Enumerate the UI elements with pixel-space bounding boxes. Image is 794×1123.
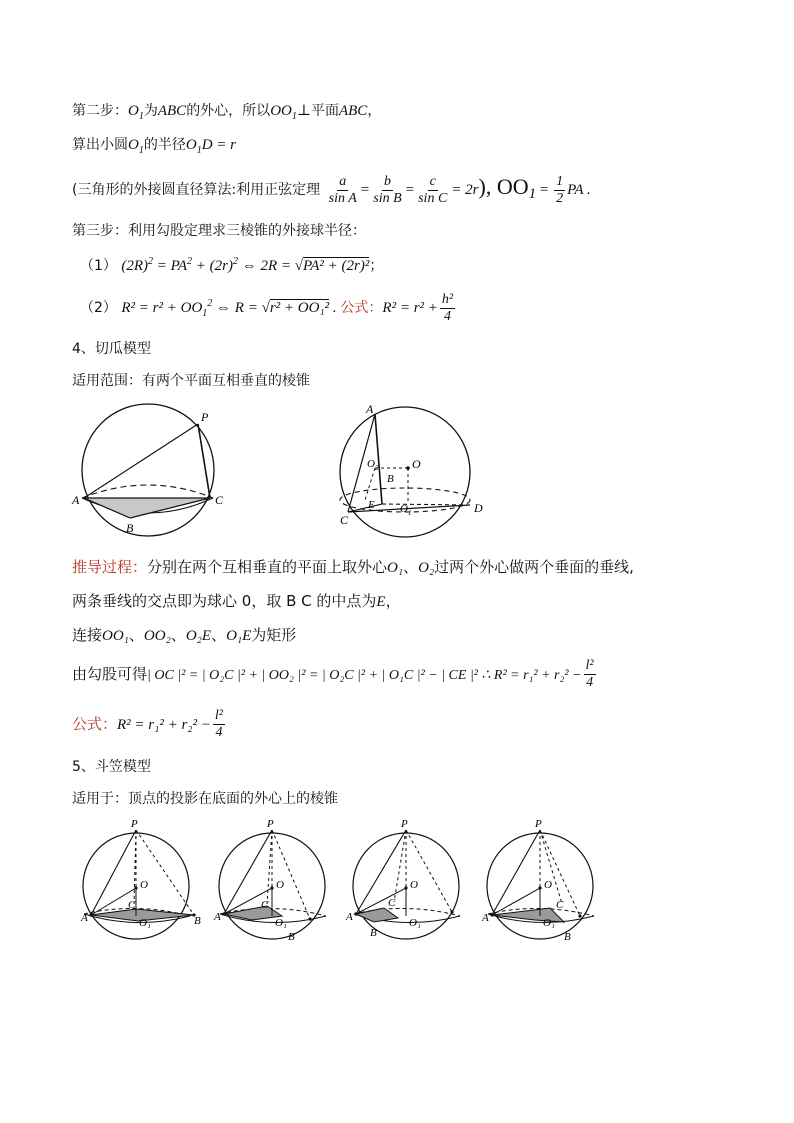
frac-l2-4-b: $\frac{\text{l²}}{4}$: [214, 708, 223, 740]
fig5-diagrams: [76, 816, 596, 946]
point-e: E: [376, 594, 386, 610]
fig4-label-b: B: [126, 521, 134, 535]
step2-text-e: ，: [367, 103, 382, 119]
section-4-scope: 适用范围：有两个平面互相垂直的棱锥: [72, 373, 310, 389]
frac-h2-4: $\frac{\text{h²}}{4}$: [441, 291, 454, 324]
frac-a-sinA: $\frac{a}{\text{sin A}}$: [328, 173, 357, 206]
seg-oo1: OO₁: [102, 628, 129, 644]
fig5-label-a: A: [214, 911, 221, 923]
fig5-label-b: B: [194, 915, 201, 927]
pyth-pre: 由勾股可得: [72, 665, 148, 683]
seg-o2e: O₂E: [185, 628, 212, 644]
section-4-title: 4、切瓜模型: [72, 341, 151, 357]
connect-pre: 连接: [72, 626, 103, 644]
frac-b-sinB: $\frac{b}{\text{sin B}}$: [373, 173, 402, 206]
fig5-label-o1: O₁: [543, 917, 555, 929]
fig5-label-c: C: [556, 899, 564, 911]
fig5-label-o1: O₁: [139, 917, 151, 929]
radius-mid: 的半径: [143, 137, 186, 153]
perp-symbol: ⊥: [296, 103, 311, 119]
plane-abc: ABC: [338, 103, 368, 119]
derivation-o1: O₁: [387, 560, 404, 576]
fig5-label-o: O: [140, 879, 148, 891]
connect-sep-2: 、: [170, 626, 186, 644]
fig5-label-o1: O₁: [409, 917, 421, 929]
triangle-abc: ABC: [157, 103, 187, 119]
formula-2-body: $R^2 = r^2 + OO_1^2$ ⇔ R = √r² + OO₁² .: [121, 298, 341, 319]
step2-text-d: 平面: [310, 103, 339, 119]
pyth-expr: | OC |² = | O₂C |² + | OO₂ |² = | O₂C |² + | O₁C |² − | CE |² ∴ R² = r₁² + r₂² −: [147, 668, 582, 683]
derivation-label: 推导过程：: [72, 558, 148, 576]
fig5-label-o: O: [410, 879, 418, 891]
derivation-sep: 、: [403, 558, 419, 576]
connect-sep-1: 、: [128, 626, 144, 644]
derivation2-text: 两条垂线的交点即为球心 0，取 B C 的中点为: [72, 592, 377, 610]
derivation-line: [72, 557, 634, 578]
fig5-diagram-2: [212, 816, 332, 946]
formula-4-label: 公式：: [72, 715, 118, 733]
step2-label: 第二步：: [72, 103, 128, 119]
step2-text-c: 的外心，所以: [186, 103, 271, 119]
fig5-label-a: A: [81, 912, 88, 924]
frac-l2-4: $\frac{\text{l²}}{4}$: [585, 658, 594, 690]
formula-4-expr: R² = r₁² + r₂² −: [117, 717, 211, 733]
fig5-label-p: P: [267, 818, 274, 830]
fig4r-label-b: B: [387, 473, 394, 485]
fig5-label-o1: O₁: [275, 917, 287, 929]
pa-term: PA .: [567, 182, 591, 198]
fig4r-label-o1: O: [400, 503, 408, 515]
formula-1-body: $(2R)^2 = PA^2 + (2r)^2$ ⇔ 2R = √PA² + (2r)²: [121, 256, 370, 274]
section-5-scope: 适用于：顶点的投影在底面的外心上的棱锥: [72, 791, 338, 807]
o1d-eq: $O_1D = r$: [185, 137, 236, 156]
derivation-text: 分别在两个互相垂直的平面上取外心: [147, 558, 388, 576]
formula-1: [80, 252, 383, 276]
fig4r-label-o2: O: [367, 458, 375, 470]
formula-4-line: [72, 705, 227, 744]
formula-2-index: （2）: [80, 300, 117, 316]
formula-1-index: （1）: [80, 258, 117, 274]
fig4r-label-a: A: [366, 402, 374, 416]
seg-oo2: OO₂: [143, 628, 171, 644]
fig4r-label-e: E: [368, 499, 375, 511]
fig5-label-p: P: [131, 818, 138, 830]
fig5-label-p: P: [535, 818, 542, 830]
frac-half: $\frac{1}{2}$: [556, 173, 564, 206]
fig4-label-a: A: [72, 493, 80, 507]
derivation-line-2: [72, 591, 401, 612]
formula-2-rhs: R² = r² +: [382, 300, 438, 316]
seg-o1e: O₁E: [226, 628, 252, 644]
derivation2-end: ，: [385, 592, 401, 610]
fig5-label-a: A: [346, 911, 353, 923]
radius-pre: 算出小圆: [72, 137, 128, 153]
eq-3: =: [536, 182, 553, 198]
derivation-o2: O₂: [418, 560, 435, 576]
fig4-left-diagram: [70, 400, 240, 540]
connect-post: 为矩形: [251, 626, 297, 644]
fig4-label-c: C: [215, 493, 224, 507]
fig5-label-a: A: [482, 912, 489, 924]
fig5-label-b: B: [370, 927, 377, 939]
fig4r-label-o: O: [412, 457, 421, 471]
oo1-half: ), OO: [478, 174, 529, 199]
fig5-diagram-1: [76, 816, 201, 946]
frac-c-sinC: $\frac{c}{\text{sin C}}$: [418, 173, 448, 206]
sine-law-pre: (三角形的外接圆直径算法:利用正弦定理: [72, 182, 321, 198]
formula-label: 公式：: [340, 300, 383, 316]
eq-2: =: [405, 182, 415, 198]
fig5-label-c: C: [261, 899, 269, 911]
svg-text:2: 2: [375, 464, 379, 472]
oo1-symbol: $OO_1$: [270, 103, 297, 122]
pythagoras-line: [72, 655, 598, 695]
fig4-label-p: P: [201, 410, 209, 424]
fig4r-label-d: D: [474, 501, 483, 515]
step2-line: [72, 101, 381, 127]
fig5-label-p: P: [401, 818, 408, 830]
fig5-label-c: C: [388, 897, 396, 909]
fig5-diagram-3: [346, 816, 466, 946]
eq-1: =: [360, 182, 370, 198]
radius-line: [72, 135, 236, 161]
formula-1-end: ；: [369, 258, 384, 274]
section-5-title: 5、斗笠模型: [72, 759, 151, 775]
fig5-diagram-4: [480, 816, 600, 946]
connect-line: [72, 625, 296, 646]
o1-symbol: $O_1$: [128, 103, 144, 122]
fig5-label-o: O: [544, 879, 552, 891]
derivation-tail: 过两个外心做两个垂面的垂线,: [434, 558, 634, 576]
fig5-label-c: C: [128, 899, 136, 911]
fig5-label-o: O: [276, 879, 284, 891]
fig5-label-b: B: [288, 931, 295, 943]
fig5-label-b: B: [564, 931, 571, 943]
step2-text-b: 为: [143, 103, 158, 119]
fig4r-label-c: C: [340, 513, 349, 527]
connect-sep-3: 、: [211, 626, 227, 644]
formula-2: [80, 285, 457, 333]
fig4-right-diagram: [330, 400, 495, 540]
sine-law-line: (三角形的外接圆直径算法:利用正弦定理 $\frac{a}{\text{sin A}}$ = $\frac{b}{\text{sin B}}$ = $\frac{c}{\text{sin C}}$ = 2r), $OO_1$ = $\frac{1}{2}$ PA .: [72, 173, 591, 206]
o1-symbol-2: $O_1$: [128, 137, 144, 156]
step3-line: 第三步：利用勾股定理求三棱锥的外接球半径：: [72, 223, 366, 239]
svg-text:1: 1: [408, 509, 412, 517]
eq-2r: = 2r: [451, 182, 479, 198]
